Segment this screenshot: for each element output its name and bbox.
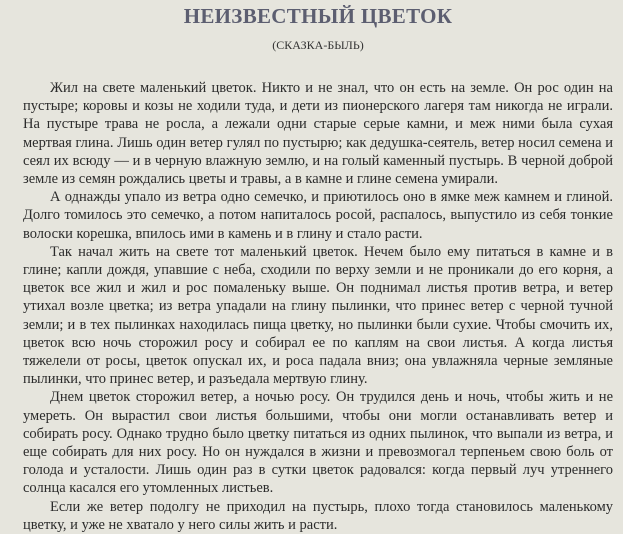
paragraph: Так начал жить на свете тот маленький цветок. Нечем было ему питаться в камне и в глине; капли дождя, упавшие с неба, сходили по верху земли и не проникали до его корня, а цветок все жил и жил и рос помаленьку выше. Он поднимал листья против ветра, и ветер утихал возле цветка; из ветра упадали на глину пылинки, что принес ветер с черной тучной земли; и в тех пылинках находилась пища цветку, но пылинки были сухие. Чтобы смочить их, цветок всю ночь сторожил росу и собирал ее по каплям на свои листья. А когда листья тяжелели от росы, цветок опускал их, и роса падала вниз; она увлажняла черные земляные пылинки, что принес ветер, и разъедала мертвую глину. bbox=[23, 243, 613, 388]
paragraph: Если же ветер подолгу не приходил на пустырь, плохо тогда становилось маленькому цветку, и уже не хватало у него силы жить и расти. bbox=[23, 498, 613, 533]
paragraph: Днем цветок сторожил ветер, а ночью росу. Он трудился день и ночь, чтобы жить и не умереть. Он вырастил свои листья большими, чтобы они могли останавливать ветер и собирать росу. Однако трудно было цветку питаться из одних пылинок, что выпали из ветра, и еще собирать для них росу. Но он нуждался в жизни и превозмогал терпеньем свою боль от голода и усталости. Лишь один раз в сутки цветок радовался: когда первый луч утреннего солнца касался его утомленных листьев. bbox=[23, 389, 613, 497]
paragraph: Жил на свете маленький цветок. Никто и не знал, что он есть на земле. Он рос один на пустыре; коровы и козы не ходили туда, и дети из пионерского лагеря там никогда не играли. На пустыре трава не росла, а лежали одни старые серые камни, и меж ними была сухая мертвая глина. Лишь один ветер гулял по пустырю; как дедушка-сеятель, ветер носил семена и сеял их всюду — и в черную влажную землю, и на голый каменный пустырь. В черной доброй земле из семян рождались цветы и травы, а в камне и глине семена умирали. bbox=[23, 80, 613, 188]
document-title: НЕИЗВЕСТНЫЙ ЦВЕТОК bbox=[183, 4, 453, 28]
document-subtitle: (СКАЗКА-БЫЛЬ) bbox=[272, 38, 364, 52]
document-body bbox=[23, 79, 613, 534]
paragraph: А однажды упало из ветра одно семечко, и приютилось оно в ямке меж камнем и глиной. Долго томилось это семечко, а потом напиталось росой, распалось, выпустило из себя тонкие волоски корешка, впилось ими в камень и в глину и стало расти. bbox=[23, 189, 613, 242]
